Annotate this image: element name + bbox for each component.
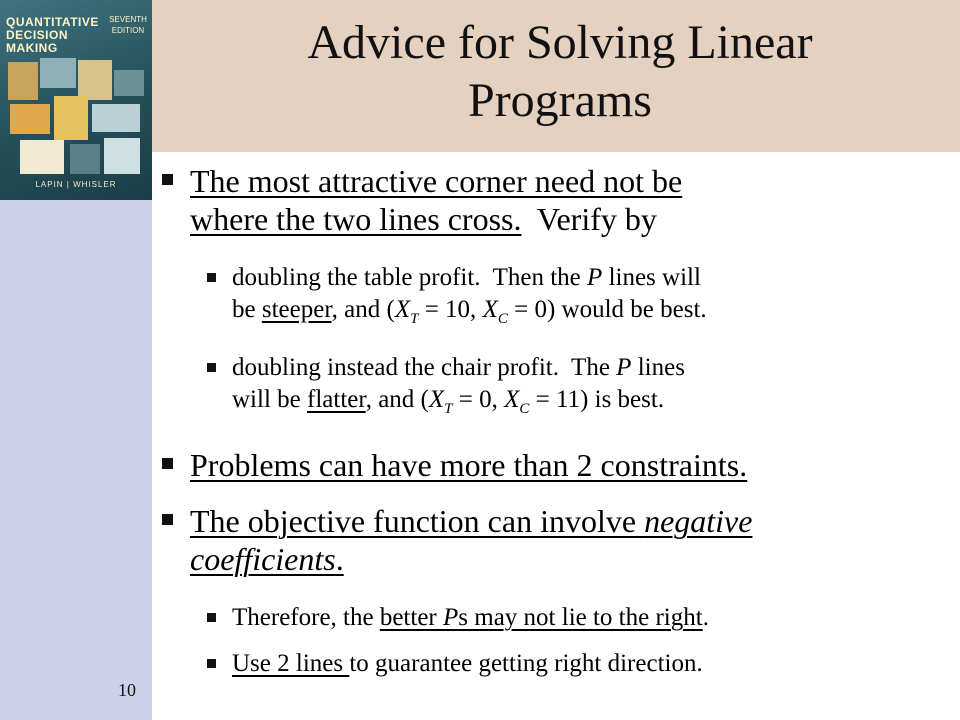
cover-edition-line2: EDITION — [111, 26, 145, 35]
bullet-marker-icon — [162, 514, 173, 525]
cover-photo-tile — [40, 58, 76, 88]
variable-text: X — [482, 296, 498, 323]
sub-bullet-text: P — [443, 604, 459, 631]
sub-bullet-text: Use 2 lines — [232, 650, 350, 677]
variable-text: X — [428, 386, 445, 413]
bullet-line — [190, 162, 950, 200]
bullet-line — [190, 200, 950, 238]
sub-bullet-text: will be — [232, 386, 307, 413]
subscript-text: C — [497, 311, 508, 327]
bullet-text: The objective function can involve — [190, 503, 645, 539]
cover-title-line2: DECISION MAKING — [6, 28, 69, 55]
sub-bullet-text: = 0, — [452, 386, 505, 413]
sub-bullet-line — [232, 648, 952, 680]
sub-bullet-text: P — [587, 264, 603, 291]
cover-photo-tile — [70, 144, 100, 174]
subscript-text: T — [410, 311, 419, 327]
bullet-text: . — [335, 541, 344, 577]
cover-authors: LAPIN | WHISLER — [35, 180, 117, 189]
cover-photo-tile — [104, 138, 140, 174]
bullet-line — [190, 502, 950, 540]
sub-bullet-line — [232, 384, 952, 425]
sub-bullet-line — [232, 294, 952, 335]
variable-text: X — [504, 386, 520, 413]
sub-bullet-text: Therefore, the — [232, 604, 380, 631]
sub-bullet-marker-icon — [207, 363, 216, 372]
bullet-line — [190, 540, 950, 578]
cover-title — [6, 16, 118, 55]
slide-title-line2: Programs — [468, 74, 652, 127]
sub-bullet-text: = 0) would be best. — [507, 296, 707, 323]
sub-bullet-text: , and ( — [365, 386, 429, 413]
sub-bullet-item — [232, 648, 952, 680]
sub-bullet-marker-icon — [207, 659, 216, 668]
cover-photo-tile — [10, 104, 50, 134]
sub-bullet-text: flatter — [307, 386, 366, 413]
cover-title-line1: QUANTITATIVE — [6, 15, 99, 29]
cover-photo-tile — [20, 140, 64, 174]
slide-title — [160, 14, 960, 130]
bullet-item — [190, 502, 950, 578]
sub-bullet-text: better — [379, 604, 443, 631]
sub-bullet-text: lines will — [602, 264, 701, 291]
sub-bullet-item — [232, 262, 952, 335]
sub-bullet-text: lines — [631, 354, 685, 381]
sub-bullet-text: = 10, — [418, 296, 483, 323]
bullet-text: Verify by — [521, 201, 657, 237]
sub-bullet-text: . — [702, 604, 709, 631]
bullet-text: coefficients — [190, 541, 336, 577]
sub-bullet-text: doubling the table profit. Then the — [232, 264, 588, 291]
cover-photo-tile — [8, 62, 38, 100]
sub-bullet-text: to guarantee getting right direction. — [349, 650, 703, 677]
bullet-line — [190, 446, 950, 484]
cover-photo-tile — [114, 70, 144, 96]
bullet-text: The most attractive corner need not be — [190, 163, 683, 199]
cover-edition-line1: SEVENTH — [109, 15, 147, 24]
bullet-item — [190, 446, 950, 484]
bullet-marker-icon — [162, 174, 173, 185]
bullet-item — [190, 162, 950, 238]
sub-bullet-line — [232, 352, 952, 384]
bullet-marker-icon — [162, 458, 173, 469]
book-cover-image — [0, 0, 152, 200]
subscript-text: T — [444, 401, 453, 417]
cover-photo-tile — [54, 96, 88, 140]
sub-bullet-text: P — [616, 354, 632, 381]
sub-bullet-line — [232, 262, 952, 294]
sub-bullet-text: , and ( — [331, 296, 395, 323]
bullet-text: where the two lines cross. — [190, 201, 522, 237]
cover-edition — [104, 14, 152, 36]
sub-bullet-marker-icon — [207, 273, 216, 282]
sub-bullet-text: steeper — [261, 296, 332, 323]
sub-bullet-item — [232, 352, 952, 425]
bullet-text: negative — [644, 503, 753, 539]
subscript-text: C — [519, 401, 530, 417]
sub-bullet-text: be — [232, 296, 262, 323]
sub-bullet-text: = 11) is best. — [529, 386, 665, 413]
sub-bullet-text: doubling instead the chair profit. The — [232, 354, 617, 381]
variable-text: X — [394, 296, 411, 323]
cover-photo-tile — [78, 60, 112, 100]
cover-photo-tile — [92, 104, 140, 132]
slide-title-line1: Advice for Solving Linear — [307, 16, 813, 69]
sub-bullet-marker-icon — [207, 613, 216, 622]
sub-bullet-line — [232, 602, 952, 634]
sub-bullet-item — [232, 602, 952, 634]
sub-bullet-text: s may not lie to the right — [458, 604, 703, 631]
bullet-text: Problems can have more than 2 constraints. — [190, 447, 748, 483]
slide-number: 10 — [118, 680, 136, 700]
